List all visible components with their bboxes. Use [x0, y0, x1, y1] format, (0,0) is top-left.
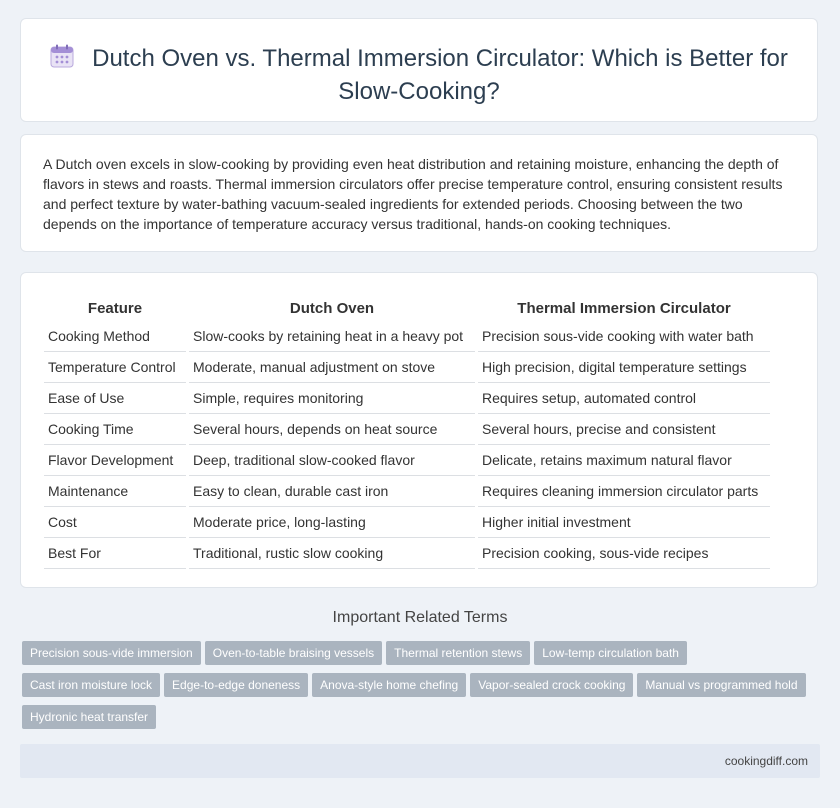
cell-immersion-circulator: Requires cleaning immersion circulator parts	[478, 476, 770, 507]
intro-card	[20, 134, 818, 252]
intro-text: A Dutch oven excels in slow-cooking by providing even heat distribution and retaining moisture, enhancing the depth of flavors in stews and roasts. Thermal immersion circulators offer precise temperature control, ensuring consistent results and perfect texture by water-bathing vacuum-sealed ingredients for extended periods. Choosing between the two depends on the importance of temperature accuracy versus traditional, hands-on cooking techniques.	[43, 156, 783, 232]
cell-dutch-oven: Simple, requires monitoring	[189, 383, 475, 414]
table-row	[44, 383, 770, 414]
cell-feature: Maintenance	[44, 476, 186, 507]
calendar-icon	[50, 44, 74, 76]
related-terms-list	[22, 641, 822, 737]
cell-immersion-circulator: Delicate, retains maximum natural flavor	[478, 445, 770, 476]
table-row	[44, 352, 770, 383]
cell-feature: Best For	[44, 538, 186, 569]
related-term-tag[interactable]: Manual vs programmed hold	[637, 673, 805, 697]
table-row	[44, 538, 770, 569]
cell-feature: Ease of Use	[44, 383, 186, 414]
related-terms-title: Important Related Terms	[332, 609, 508, 626]
cell-feature: Cooking Method	[44, 321, 186, 352]
header-feature: Feature	[87, 299, 143, 317]
related-term-tag[interactable]: Vapor-sealed crock cooking	[470, 673, 633, 697]
related-term-tag[interactable]: Low-temp circulation bath	[534, 641, 687, 665]
cell-feature: Cooking Time	[44, 414, 186, 445]
cell-feature: Temperature Control	[44, 352, 186, 383]
comparison-card	[20, 272, 818, 588]
cell-dutch-oven: Moderate price, long-lasting	[189, 507, 475, 538]
cell-dutch-oven: Several hours, depends on heat source	[189, 414, 475, 445]
cell-dutch-oven: Deep, traditional slow-cooked flavor	[189, 445, 475, 476]
cell-feature: Flavor Development	[44, 445, 186, 476]
comparison-table	[41, 295, 773, 569]
header-immersion-circulator: Thermal Immersion Circulator	[517, 299, 731, 317]
table-header-row	[44, 295, 770, 321]
related-term-tag[interactable]: Precision sous-vide immersion	[22, 641, 201, 665]
cell-immersion-circulator: Requires setup, automated control	[478, 383, 770, 414]
related-term-tag[interactable]: Hydronic heat transfer	[22, 705, 156, 729]
table-row	[44, 321, 770, 352]
table-row	[44, 445, 770, 476]
cell-immersion-circulator: Higher initial investment	[478, 507, 770, 538]
footer-site[interactable]: cookingdiff.com	[724, 754, 808, 768]
cell-immersion-circulator: Precision cooking, sous-vide recipes	[478, 538, 770, 569]
table-row	[44, 507, 770, 538]
table-row	[44, 414, 770, 445]
related-term-tag[interactable]: Thermal retention stews	[386, 641, 530, 665]
related-term-tag[interactable]: Anova-style home chefing	[312, 673, 466, 697]
header-dutch-oven: Dutch Oven	[289, 299, 375, 317]
related-term-tag[interactable]: Edge-to-edge doneness	[164, 673, 308, 697]
footer	[20, 744, 820, 778]
related-term-tag[interactable]: Oven-to-table braising vessels	[205, 641, 382, 665]
page-title: Dutch Oven vs. Thermal Immersion Circulator: Which is Better for Slow-Cooking?	[92, 45, 788, 105]
page-title-wrap	[21, 43, 817, 107]
cell-dutch-oven: Moderate, manual adjustment on stove	[189, 352, 475, 383]
cell-immersion-circulator: High precision, digital temperature settings	[478, 352, 770, 383]
table-row	[44, 476, 770, 507]
cell-dutch-oven: Traditional, rustic slow cooking	[189, 538, 475, 569]
cell-immersion-circulator: Several hours, precise and consistent	[478, 414, 770, 445]
related-term-tag[interactable]: Cast iron moisture lock	[22, 673, 160, 697]
cell-immersion-circulator: Precision sous-vide cooking with water bath	[478, 321, 770, 352]
cell-dutch-oven: Slow-cooks by retaining heat in a heavy pot	[189, 321, 475, 352]
cell-dutch-oven: Easy to clean, durable cast iron	[189, 476, 475, 507]
cell-feature: Cost	[44, 507, 186, 538]
header-card	[20, 18, 818, 122]
